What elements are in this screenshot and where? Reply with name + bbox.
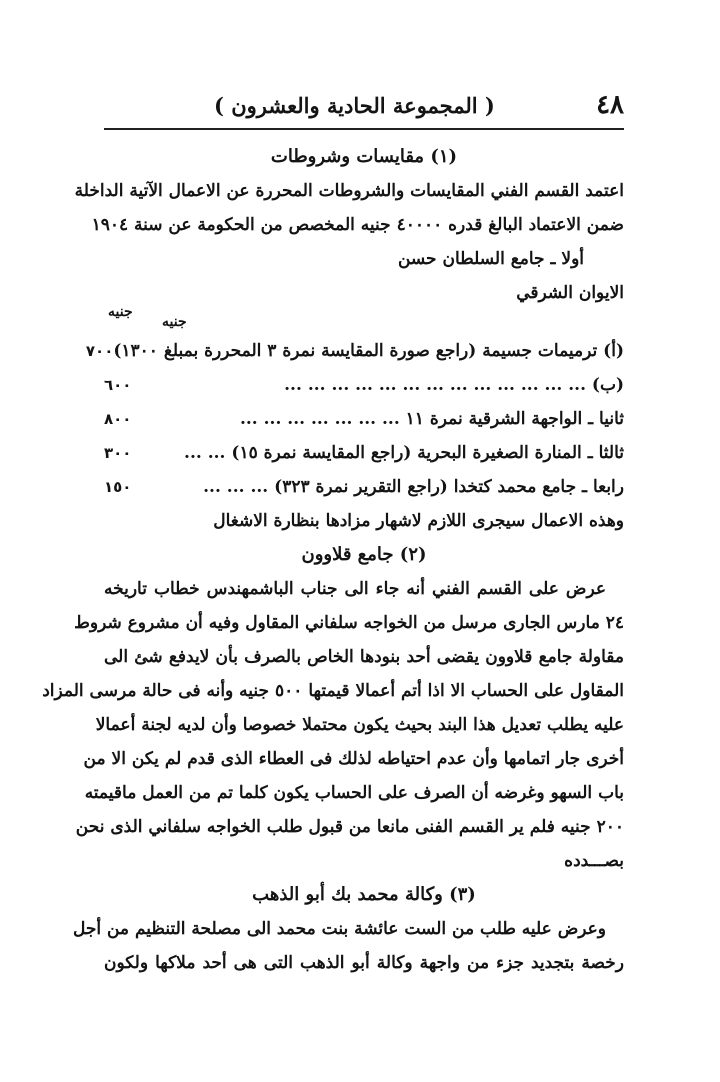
table-row — [104, 368, 624, 402]
column-header-pounds-2: جنيه — [108, 304, 133, 320]
section2-line-6: أخرى جار اتمامها وأن عدم احتياطه لذلك فى العطاء الذى قدم لم يكن الا من — [83, 749, 624, 769]
amount-column-headers — [104, 304, 624, 334]
table-row — [104, 436, 624, 470]
header-rule — [104, 128, 624, 130]
section2-line-9: بصـــدده — [564, 851, 624, 871]
row-amount: ٣٠٠ — [104, 444, 132, 462]
column-header-pounds-1: جنيه — [162, 314, 187, 330]
section1-closing: وهذه الاعمال سيجرى اللازم لاشهار مزادها بنظارة الاشغال — [213, 511, 624, 531]
section2-line-8: ٢٠٠ جنيه فلم ير القسم الفنى مانعا من قبول طلب الخواجه سلفاني الذى نحن — [75, 817, 624, 837]
section1-intro-line-1: اعتمد القسم الفني المقايسات والشروطات المحررة عن الاعمال الآتية الداخلة — [74, 181, 624, 201]
row-amount: ٦٠٠ — [104, 376, 132, 394]
row-description: (ب) ... ... ... ... ... ... ... ... ... ... ... ... ... — [284, 375, 624, 395]
section1-sub-heading-2: الايوان الشرقي — [516, 283, 624, 303]
section2-line-3: مقاولة جامع قلاوون يقضى أحد بنودها الخاص بالصرف بأن لايدفع شئ الى — [104, 647, 624, 667]
table-row — [104, 470, 624, 504]
table-row — [85, 334, 624, 368]
section2-line-1: عرض على القسم الفني أنه جاء الى جناب الباشمهندس خطاب تاريخه — [104, 579, 606, 599]
section3-heading: (٣) وكالة محمد بك أبو الذهب — [252, 884, 476, 905]
row-description: ثالثا ـ المنارة الصغيرة البحرية (راجع المقايسة نمرة ١٥) ... ... — [184, 443, 624, 463]
section1-heading: (١) مقايسات وشروطات — [270, 146, 458, 167]
section2-line-5: عليه يطلب تعديل هذا البند بحيث يكون محتملا خصوصا وأن لديه لجنة أعمالا — [95, 715, 624, 735]
running-title: ( المجموعة الحادية والعشرون ) — [214, 92, 495, 118]
row-amount: ٧٠٠ — [85, 342, 114, 360]
section2-line-4: المقاول على الحساب الا اذا أتم أعمالا قيمتها ٥٠٠ جنيه وأنه فى حالة مرسى المزاد — [42, 681, 624, 701]
section2-heading: (٢) جامع قلاوون — [301, 544, 427, 565]
section3-line-2: رخصة بتجديد جزء من واجهة وكالة أبو الذهب التى هى أحد ملاكها ولكون — [104, 953, 624, 973]
row-description: رابعا ـ جامع محمد كتخدا (راجع التقرير نمرة ٣٢٣) ... ... ... — [203, 477, 624, 497]
page-body — [42, 140, 624, 980]
row-amount: ٨٠٠ — [104, 410, 132, 428]
section3-line-1: وعرض عليه طلب من الست عائشة بنت محمد الى مصلحة التنظيم من أجل — [72, 919, 606, 939]
section2-line-2: ٢٤ مارس الجارى مرسل من الخواجه سلفاني المقاول وفيه أن مشروع شروط — [74, 613, 624, 633]
table-row — [104, 402, 624, 436]
row-description: (أ) ترميمات جسيمة (راجع صورة المقايسة نمرة ٣ المحررة بمبلغ ١٣٠٠) — [113, 341, 624, 361]
section1-intro-line-2: ضمن الاعتماد البالغ قدره ٤٠٠٠٠ جنيه المخصص من الحكومة عن سنة ١٩٠٤ — [91, 215, 624, 235]
row-amount: ١٥٠ — [104, 478, 132, 496]
section2-line-7: باب السهو وغرضه أن الصرف على الحساب يكون كلما تم من العمل ماقيمته — [84, 783, 624, 803]
page-header — [104, 86, 624, 124]
row-description: ثانيا ـ الواجهة الشرقية نمرة ١١ ... ... ... ... ... ... ... — [239, 409, 624, 429]
page-number: ٤٨ — [596, 90, 624, 120]
section1-sub-heading-1: أولا ـ جامع السلطان حسن — [397, 249, 584, 269]
